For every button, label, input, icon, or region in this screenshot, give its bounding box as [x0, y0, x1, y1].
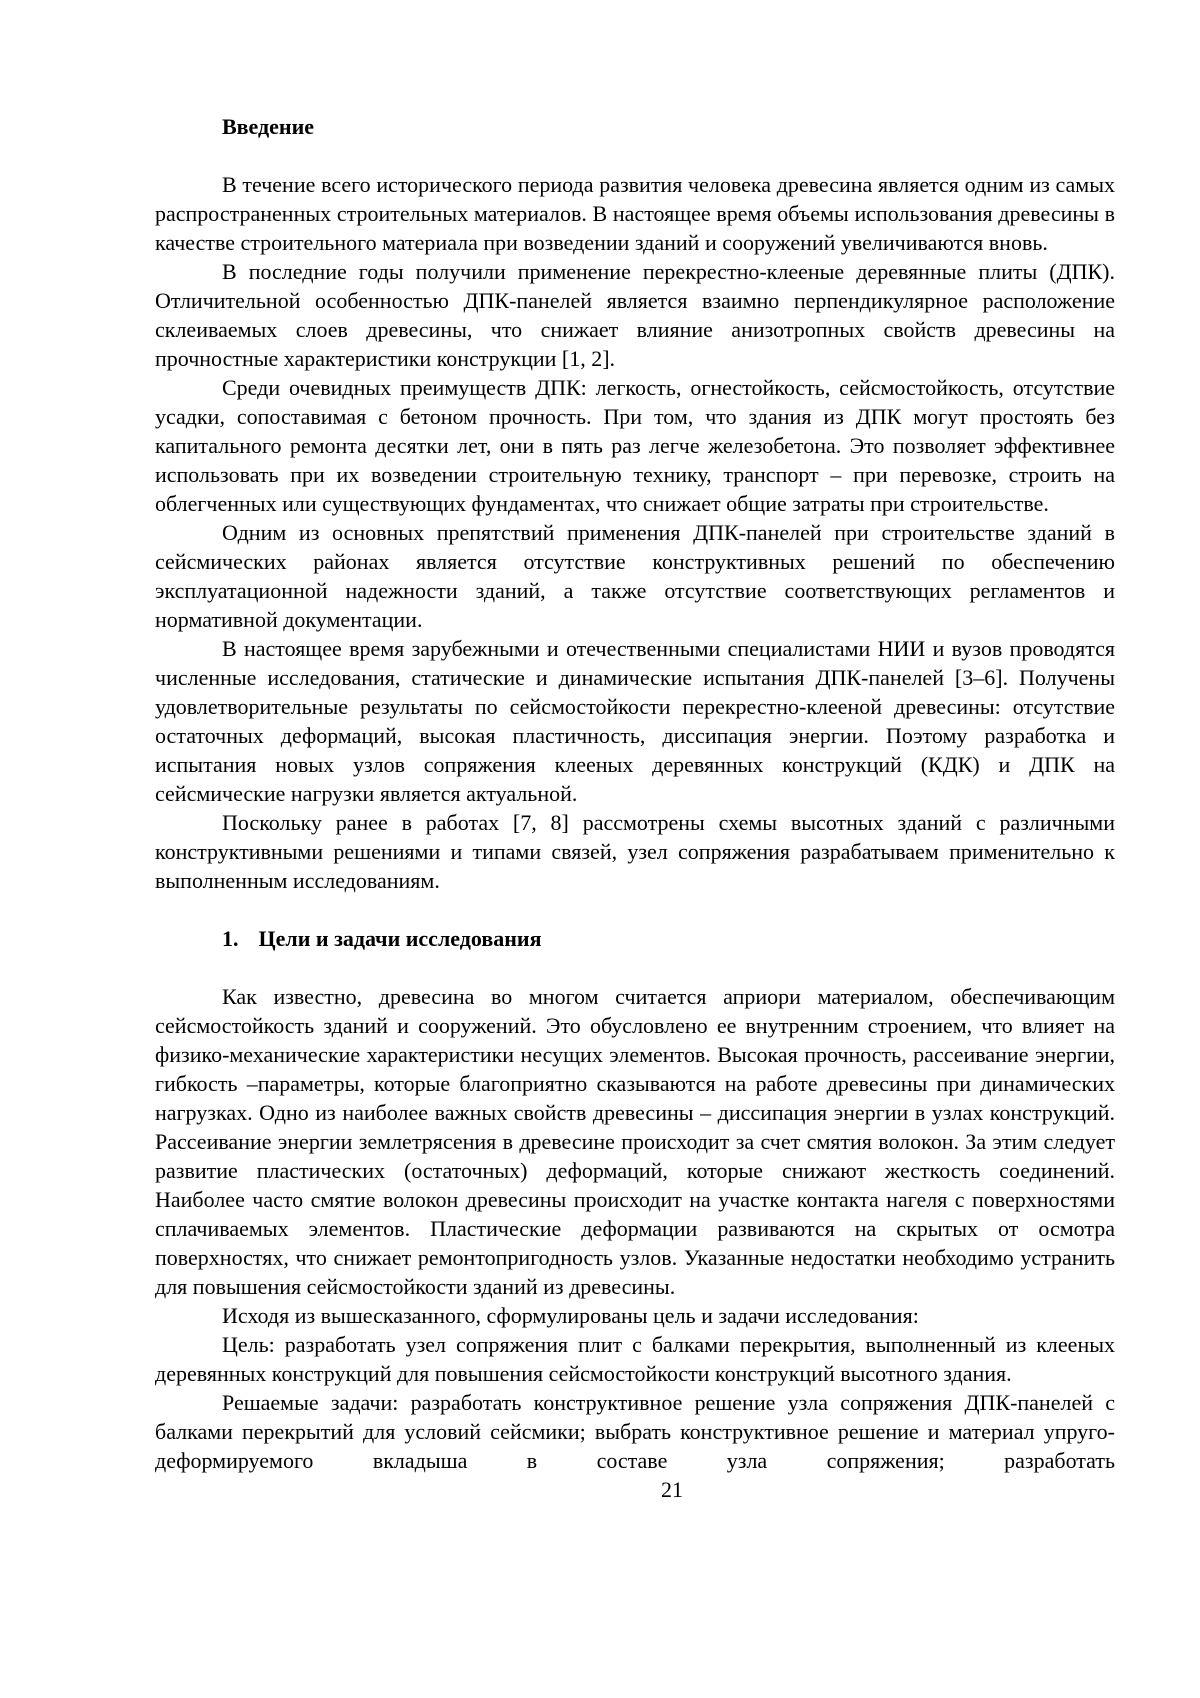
- section-1-title: Цели и задачи исследования: [258, 926, 542, 951]
- section-1-paragraph-1: Как известно, древесина во многом считается априори материалом, обеспечивающим сейсмостойкость зданий и сооружений. Это обусловлено ее внутренним строением, что влияет на физико-механические характеристики несущих элементов. Высокая прочность, рассеивание энергии, гибкость –параметры, которые благоприятно сказываются на работе древесины при динамических нагрузках. Одно из наиболее важных свойств древесины – диссипация энергии в узлах конструкций. Рассеивание энергии землетрясения в древесине происходит за счет смятия волокон. За этим следует развитие пластических (остаточных) деформаций, которые снижают жесткость соединений. Наиболее часто смятие волокон древесины происходит на участке контакта нагеля с поверхностями сплачиваемых элементов. Пластические деформации развиваются на скрытых от осмотра поверхностях, что снижает ремонтопригодность узлов. Указанные недостатки необходимо устранить для повышения сейсмостойкости зданий из древесины.: [155, 984, 1115, 1299]
- section-1-heading: [155, 924, 1115, 953]
- section-1-paragraph-4: Решаемые задачи: разработать конструктивное решение узла сопряжения ДПК-панелей с балками перекрытий для условий сейсмики; выбрать конструктивное решение и материал упруго-деформируемого вкладыша в составе узла сопряжения; разработать: [155, 1390, 1115, 1473]
- intro-paragraph-6: Поскольку ранее в работах [7, 8] рассмотрены схемы высотных зданий с различными конструктивными решениями и типами связей, узел сопряжения разрабатываем применительно к выполненным исследованиям.: [155, 810, 1115, 893]
- introduction-heading: Введение: [222, 114, 315, 139]
- intro-paragraph-4: Одним из основных препятствий применения ДПК-панелей при строительстве зданий в сейсмических районах является отсутствие конструктивных решений по обеспечению эксплуатационной надежности зданий, а также отсутствие соответствующих регламентов и нормативной документации.: [155, 520, 1115, 632]
- intro-paragraph-3: Среди очевидных преимуществ ДПК: легкость, огнестойкость, сейсмостойкость, отсутствие усадки, сопоставимая с бетоном прочность. При том, что здания из ДПК могут простоять без капитального ремонта десятки лет, они в пять раз легче железобетона. Это позволяет эффективнее использовать при их возведении строительную технику, транспорт – при перевозке, строить на облегченных или существующих фундаментах, что снижает общие затраты при строительстве.: [155, 375, 1115, 516]
- section-1-paragraph-3: Цель: разработать узел сопряжения плит с балками перекрытия, выполненный из клееных деревянных конструкций для повышения сейсмостойкости конструкций высотного здания.: [155, 1332, 1115, 1386]
- page-number: 21: [661, 1477, 683, 1502]
- intro-paragraph-2: В последние годы получили применение перекрестно-клееные деревянные плиты (ДПК). Отличительной особенностью ДПК-панелей является взаимно перпендикулярное расположение склеиваемых слоев древесины, что снижает влияние анизотропных свойств древесины на прочностные характеристики конструкции [1, 2].: [155, 259, 1115, 371]
- intro-paragraph-5: В настоящее время зарубежными и отечественными специалистами НИИ и вузов проводятся численные исследования, статические и динамические испытания ДПК-панелей [3–6]. Получены удовлетворительные результаты по сейсмостойкости перекрестно-клееной древесины: отсутствие остаточных деформаций, высокая пластичность, диссипация энергии. Поэтому разработка и испытания новых узлов сопряжения клееных деревянных конструкций (КДК) и ДПК на сейсмические нагрузки является актуальной.: [155, 636, 1115, 806]
- section-1-paragraph-2: Исходя из вышесказанного, сформулированы цель и задачи исследования:: [222, 1303, 919, 1328]
- intro-paragraph-1: В течение всего исторического периода развития человека древесина является одним из самых распространенных строительных материалов. В настоящее время объемы использования древесины в качестве строительного материала при возведении зданий и сооружений увеличиваются вновь.: [155, 172, 1115, 255]
- section-1-number: 1.: [222, 926, 239, 951]
